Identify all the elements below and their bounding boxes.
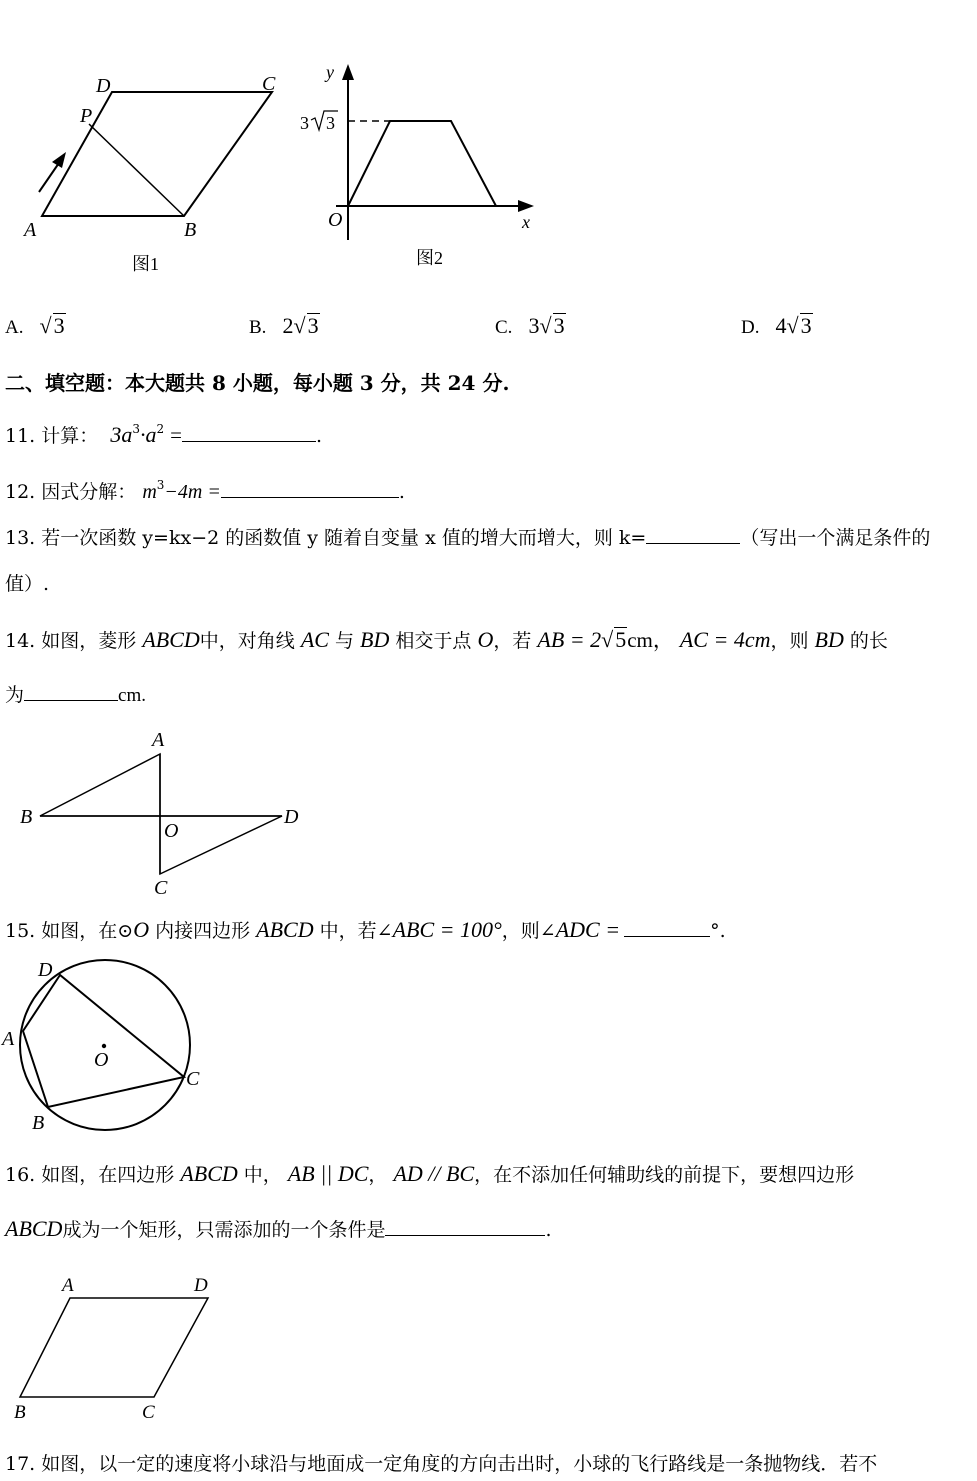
fig2-y-label: y: [326, 62, 334, 82]
option-letter: A.: [5, 317, 24, 338]
question-12: [5, 479, 405, 504]
option-coef: 2: [282, 313, 294, 338]
fig1-label-d: D: [96, 75, 111, 97]
question-text: 如图，以一定的速度将小球沿与地面成一定角度的方向击出时，小球的飞行路线是一条抛物线．若不: [41, 1453, 878, 1475]
equals-sign: =: [170, 423, 182, 447]
question-text: 与: [328, 630, 361, 652]
question-text: ，若: [493, 630, 538, 652]
question-text: 的长: [843, 630, 888, 652]
question-label: 计算：: [41, 425, 99, 447]
question-text: 中，若∠: [313, 920, 393, 942]
period: .: [545, 1219, 552, 1241]
fig2-ytick-rad: 3: [326, 113, 335, 133]
fig2-ytick-coef: 3: [300, 113, 309, 133]
option-coef: 3: [528, 313, 540, 338]
question-text: 中，对角线: [199, 630, 301, 652]
period: .: [398, 481, 405, 503]
answer-blank[interactable]: [221, 479, 399, 498]
angle-equation: ABC = 100°: [392, 917, 502, 942]
question-13-line2: 值）.: [5, 573, 50, 595]
section-title: 二、填空题：本大题共 8 小题，每小题 3 分，共 24 分.: [5, 371, 510, 395]
question-17: [5, 1452, 877, 1476]
answer-blank[interactable]: [624, 918, 710, 937]
exponent: 2: [156, 422, 165, 436]
para-label-c: C: [142, 1402, 155, 1423]
fig2-x-label: x: [522, 212, 530, 232]
shape-name: ABCD: [142, 627, 200, 652]
exponent: 3: [156, 478, 165, 492]
question-text: 成为一个矩形，只需添加的一个条件是: [62, 1219, 386, 1241]
expr-part: m: [142, 481, 157, 503]
expr-part: −4m =: [164, 481, 221, 503]
sqrt-icon: √: [601, 627, 614, 652]
sqrt-expr: [601, 627, 627, 652]
y-axis-arrow-icon: [342, 64, 354, 80]
graph-line: [348, 121, 496, 206]
condition: AD // BC: [393, 1161, 475, 1186]
para-label-d: D: [194, 1275, 208, 1296]
rhombus-label-o: O: [164, 820, 179, 842]
question-text: 若一次函数 y=kx−2 的函数值 y 随着自变量 x 值的增大而增大，则 k=: [41, 527, 647, 549]
circle-label-o: O: [94, 1049, 109, 1071]
question-number: 16.: [5, 1164, 36, 1186]
sqrt-icon: √: [293, 313, 306, 338]
question-text: 为: [5, 684, 25, 706]
sqrt-icon: √: [786, 313, 799, 338]
segment-name: BD: [814, 627, 844, 652]
option-letter: B.: [249, 317, 267, 338]
question-text: 如图，在⊙: [41, 920, 134, 942]
option-c: [495, 313, 566, 340]
question-label: 因式分解：: [41, 481, 137, 503]
fig2-caption: 图2: [416, 248, 443, 268]
option-radicand: 3: [307, 313, 319, 338]
segment-name: BD: [360, 627, 390, 652]
question-14-line2: [5, 682, 146, 708]
circle-label-a: A: [2, 1028, 15, 1050]
option-value: [282, 313, 319, 338]
equation: AB = 2: [537, 627, 602, 652]
rhombus-label-c: C: [154, 877, 168, 899]
fig2-origin: O: [328, 209, 343, 231]
answer-blank[interactable]: [385, 1217, 545, 1236]
question-text-tail: （写出一个满足条件的: [740, 527, 931, 549]
question-number: 15.: [5, 920, 36, 942]
question-text: ，在不添加任何辅助线的前提下，要想四边形: [474, 1164, 855, 1186]
question-text: ，则∠: [501, 920, 556, 942]
shape-name: ABCD: [5, 1216, 63, 1241]
answer-blank[interactable]: [182, 423, 316, 442]
circle-label-c: C: [186, 1068, 200, 1090]
figure-circle: [0, 955, 220, 1140]
equation: AC = 4cm: [679, 627, 771, 652]
segment-pb: [89, 124, 184, 216]
condition: AB || DC: [287, 1161, 369, 1186]
expr-part: ·a: [139, 422, 157, 447]
degree-mark: °.: [710, 920, 726, 942]
question-text: 内接四边形: [149, 920, 257, 942]
question-16: [5, 1162, 854, 1187]
option-letter: D.: [741, 317, 760, 338]
circle-label-d: D: [38, 959, 53, 981]
rhombus-label-b: B: [20, 806, 33, 828]
fig1-label-a: A: [24, 219, 37, 241]
unit: cm.: [118, 685, 146, 706]
question-11: [5, 423, 322, 448]
fig1-caption: 图1: [132, 254, 159, 274]
option-radicand: 3: [53, 313, 65, 338]
figure-1: [14, 62, 294, 282]
angle-equation: ADC =: [555, 917, 621, 942]
option-a: [5, 313, 66, 340]
answer-blank[interactable]: [24, 682, 118, 701]
rhombus-label-a: A: [152, 729, 165, 751]
question-16-line2: [5, 1217, 552, 1242]
parallelogram-abcd: [42, 92, 272, 216]
option-coef: 4: [775, 313, 787, 338]
sqrt-icon: √: [39, 313, 52, 338]
option-radicand: 3: [800, 313, 812, 338]
question-number: 17.: [5, 1453, 36, 1475]
segment-name: AC: [300, 627, 329, 652]
question-14: [5, 627, 888, 653]
sqrt-icon: √: [539, 313, 552, 338]
question-number: 11.: [5, 425, 36, 447]
question-number: 14.: [5, 630, 36, 652]
rhombus-label-d: D: [284, 806, 299, 828]
question-text: ，: [368, 1164, 394, 1186]
question-text: 如图，在四边形: [41, 1164, 181, 1186]
para-label-a: A: [62, 1275, 74, 1296]
figure-2: [296, 58, 546, 278]
question-13: [5, 525, 930, 550]
circle-label-b: B: [32, 1112, 45, 1134]
option-letter: C.: [495, 317, 513, 338]
option-d: [741, 313, 813, 340]
question-text: 如图，菱形: [41, 630, 143, 652]
figure-parallelogram: [8, 1270, 228, 1430]
fig1-label-b: B: [184, 219, 197, 241]
expr-part: 3a: [110, 422, 133, 447]
point-name: O: [477, 627, 494, 652]
period: .: [316, 425, 323, 447]
figure-rhombus: [14, 722, 314, 902]
question-number: 12.: [5, 481, 36, 503]
parallelogram-abcd: [20, 1298, 208, 1397]
shape-name: ABCD: [180, 1161, 238, 1186]
option-value: [40, 313, 66, 338]
option-value: [776, 313, 813, 338]
radicand: 5: [615, 627, 627, 652]
answer-blank[interactable]: [646, 525, 740, 544]
exponent: 3: [132, 422, 140, 436]
question-text: ，则: [770, 630, 815, 652]
para-label-b: B: [14, 1402, 26, 1423]
center-dot: [102, 1044, 106, 1048]
question-number: 13.: [5, 527, 36, 549]
arrow-head-icon: [52, 152, 66, 168]
question-15: [5, 918, 726, 943]
fig1-label-c: C: [262, 73, 276, 95]
question-text: 相交于点: [389, 630, 478, 652]
option-b: [249, 313, 320, 340]
unit: cm，: [627, 628, 674, 652]
x-axis-arrow-icon: [518, 200, 534, 212]
inscribed-quad: [23, 975, 184, 1107]
point-name: O: [133, 917, 150, 942]
option-value: [528, 313, 565, 338]
option-radicand: 3: [553, 313, 565, 338]
rhombus-abcd: [40, 754, 282, 874]
question-text: 中，: [237, 1164, 288, 1186]
fig1-label-p: P: [80, 105, 93, 127]
shape-name: ABCD: [256, 917, 314, 942]
